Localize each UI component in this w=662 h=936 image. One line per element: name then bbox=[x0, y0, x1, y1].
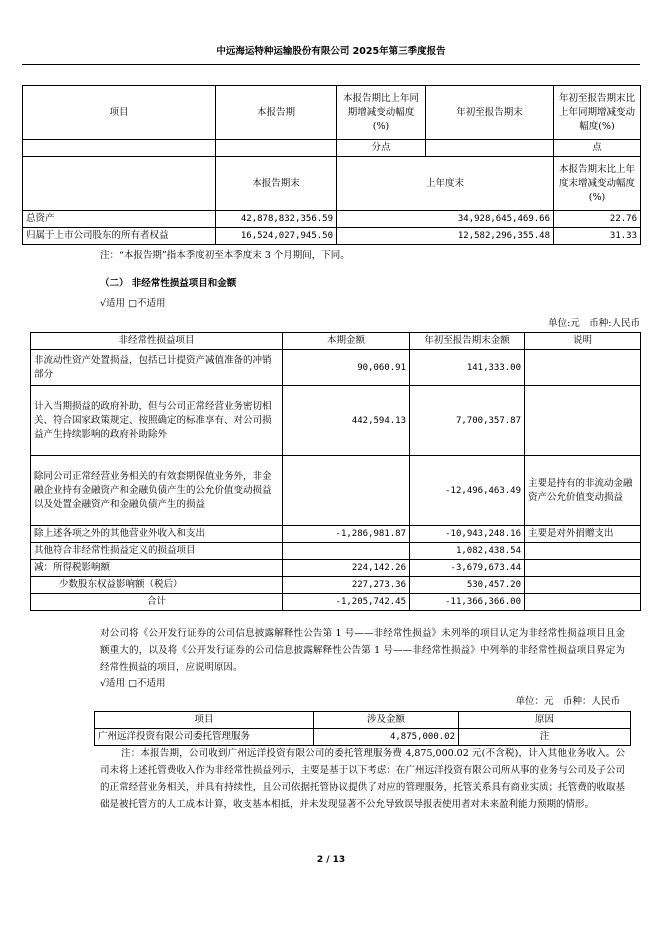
page-number: 2 / 13 bbox=[316, 855, 346, 865]
row-current: -1,286,981.87 bbox=[283, 526, 410, 543]
row-note: 主要是持有的非流动金融资产公允价值变动损益 bbox=[525, 456, 641, 526]
table-row bbox=[31, 526, 641, 543]
row-ytd: 141,333.00 bbox=[410, 350, 525, 386]
table-row bbox=[31, 543, 641, 560]
row-ytd: 1,082,438.54 bbox=[410, 543, 525, 560]
row-note: 主要是对外捐赠支出 bbox=[525, 526, 641, 543]
reclassified-items-table bbox=[94, 711, 631, 746]
unit-ytd-yoy: 点 bbox=[554, 140, 641, 157]
row-prev-value: 34,928,645,469.66 bbox=[337, 211, 554, 228]
row-label: 归属于上市公司股东的所有者权益 bbox=[23, 228, 216, 245]
row-item: 非流动性资产处置损益，包括已计提资产减值准备的冲销部分 bbox=[31, 350, 283, 386]
row-item: 合计 bbox=[31, 594, 283, 611]
non-recurring-items-table bbox=[30, 332, 641, 611]
row-current: -1,205,742.45 bbox=[283, 594, 410, 611]
row-item: 广州远洋投资有限公司委托管理服务 bbox=[95, 729, 314, 746]
row-current bbox=[283, 543, 410, 560]
row-ytd: -3,679,673.44 bbox=[410, 560, 525, 577]
row-note bbox=[525, 560, 641, 577]
row-current: 224,142.26 bbox=[283, 560, 410, 577]
header-period-end: 本报告期末 bbox=[216, 157, 337, 211]
unit-row-empty bbox=[426, 140, 554, 157]
row-reason: 注 bbox=[459, 729, 631, 746]
trust-fee-note: 注：本报告期，公司收到广州远洋投资有限公司的委托管理服务费 4,875,000.02 元(不含税)，计入其他业务收入。公司未将上述托管费收入作为非经常性损益列示，主要是基于以下考虑：在广州远洋投资有限公司所从事的业务与公司及子公司的正常经营业务相关，并具有持续性，且公司依据托管协议提供了对应的管理服务，托管关系具有商业实质；托管费的收取基础是被托管方的人工成本计算，收支基本相抵，并未发现显著不公允导致误导报表使用者对未来盈利能力预期的情形。 bbox=[100, 748, 625, 810]
applicability-check: √适用 □不适用 bbox=[100, 298, 166, 309]
header-divider bbox=[22, 64, 640, 65]
balance-header-empty bbox=[23, 157, 216, 211]
row-note bbox=[525, 577, 641, 594]
row-item: 除上述各项之外的其他营业外收入和支出 bbox=[31, 526, 283, 543]
row-note bbox=[525, 543, 641, 560]
header-ytd-amount: 年初至报告期末金额 bbox=[410, 333, 525, 350]
row-change-value: 22.76 bbox=[554, 211, 641, 228]
explanation-paragraph: 对公司将《公开发行证券的公司信息披露解释性公告第 1 号——非经常性损益》未列举的项目认定为非经常性损益项目且金额重大的，以及将《公开发行证券的公司信息披露解释性公告第 1 号——非经常性损益》中列举的非经常性损益项目界定为经常性损益的项目，应说明原因。 bbox=[100, 628, 625, 673]
header-ytd: 年初至报告期末 bbox=[426, 86, 554, 140]
unit-yoy: 分点 bbox=[337, 140, 426, 157]
row-prev-value: 12,582,296,355.48 bbox=[337, 228, 554, 245]
row-ytd: -12,496,463.49 bbox=[410, 456, 525, 526]
row-end-value: 42,878,832,356.59 bbox=[216, 211, 337, 228]
page-header-title: 中远海运特种运输股份有限公司 2025年第三季度报告 bbox=[216, 46, 446, 57]
row-item: 减：所得税影响额 bbox=[31, 560, 283, 577]
row-current bbox=[283, 456, 410, 526]
row-ytd: 7,700,357.87 bbox=[410, 386, 525, 456]
key-metrics-table bbox=[22, 85, 641, 245]
row-item: 计入当期损益的政府补助，但与公司正常经营业务密切相关、符合国家政策规定、按照确定的标准享有、对公司损益产生持续影响的政府补助除外 bbox=[31, 386, 283, 456]
unit-row-empty bbox=[216, 140, 337, 157]
table-row bbox=[31, 456, 641, 526]
header-item: 项目 bbox=[23, 86, 216, 140]
row-ytd: 530,457.20 bbox=[410, 577, 525, 594]
row-item: 少数股东权益影响额（税后） bbox=[31, 577, 283, 594]
row-note bbox=[525, 386, 641, 456]
table-row bbox=[31, 560, 641, 577]
unit-row-empty bbox=[23, 140, 216, 157]
header-prev-year-end: 上年度末 bbox=[337, 157, 554, 211]
applicability-check-2: √适用 □不适用 bbox=[100, 678, 166, 689]
header-change-vs-prev: 本报告期末比上年度末增减变动幅度(%) bbox=[554, 157, 641, 211]
table-row bbox=[31, 350, 641, 386]
header-explanation: 说明 bbox=[525, 333, 641, 350]
row-ytd: -10,943,248.16 bbox=[410, 526, 525, 543]
table-row-total bbox=[31, 594, 641, 611]
row-current: 442,594.13 bbox=[283, 386, 410, 456]
header-ytd-yoy-change: 年初至报告期末比上年同期增减变动幅度(%) bbox=[554, 86, 641, 140]
table-row bbox=[95, 729, 631, 746]
row-ytd: -11,366,366.00 bbox=[410, 594, 525, 611]
row-current: 227,273.36 bbox=[283, 577, 410, 594]
unit-currency-label-2: 单位：元 币种：人民币 bbox=[515, 696, 620, 707]
table-row bbox=[23, 228, 641, 245]
row-label: 总资产 bbox=[23, 211, 216, 228]
row-item: 除同公司正常经营业务相关的有效套期保值业务外，非金融企业持有金融资产和金融负债产生的公允价值变动损益以及处置金融资产和金融负债产生的损益 bbox=[31, 456, 283, 526]
row-current: 90,060.91 bbox=[283, 350, 410, 386]
note-current-period: 注：“本报告期”指本季度初至本季度末 3 个月期间，下同。 bbox=[100, 250, 350, 261]
header-item: 项目 bbox=[95, 712, 314, 729]
table-row bbox=[31, 386, 641, 456]
row-note bbox=[525, 594, 641, 611]
table-row bbox=[23, 211, 641, 228]
unit-currency-label: 单位:元 币种:人民币 bbox=[548, 318, 640, 329]
header-current-period: 本报告期 bbox=[216, 86, 337, 140]
header-reason: 原因 bbox=[459, 712, 631, 729]
row-amount: 4,875,000.02 bbox=[314, 729, 459, 746]
header-item: 非经常性损益项目 bbox=[31, 333, 283, 350]
section-title: （二） 非经常性损益项目和金额 bbox=[100, 278, 237, 289]
header-current-amount: 本期金额 bbox=[283, 333, 410, 350]
row-change-value: 31.33 bbox=[554, 228, 641, 245]
row-note bbox=[525, 350, 641, 386]
header-yoy-change: 本报告期比上年同期增减变动幅度(%) bbox=[337, 86, 426, 140]
row-end-value: 16,524,027,945.50 bbox=[216, 228, 337, 245]
row-item: 其他符合非经常性损益定义的损益项目 bbox=[31, 543, 283, 560]
header-amount: 涉及金额 bbox=[314, 712, 459, 729]
table-row bbox=[31, 577, 641, 594]
